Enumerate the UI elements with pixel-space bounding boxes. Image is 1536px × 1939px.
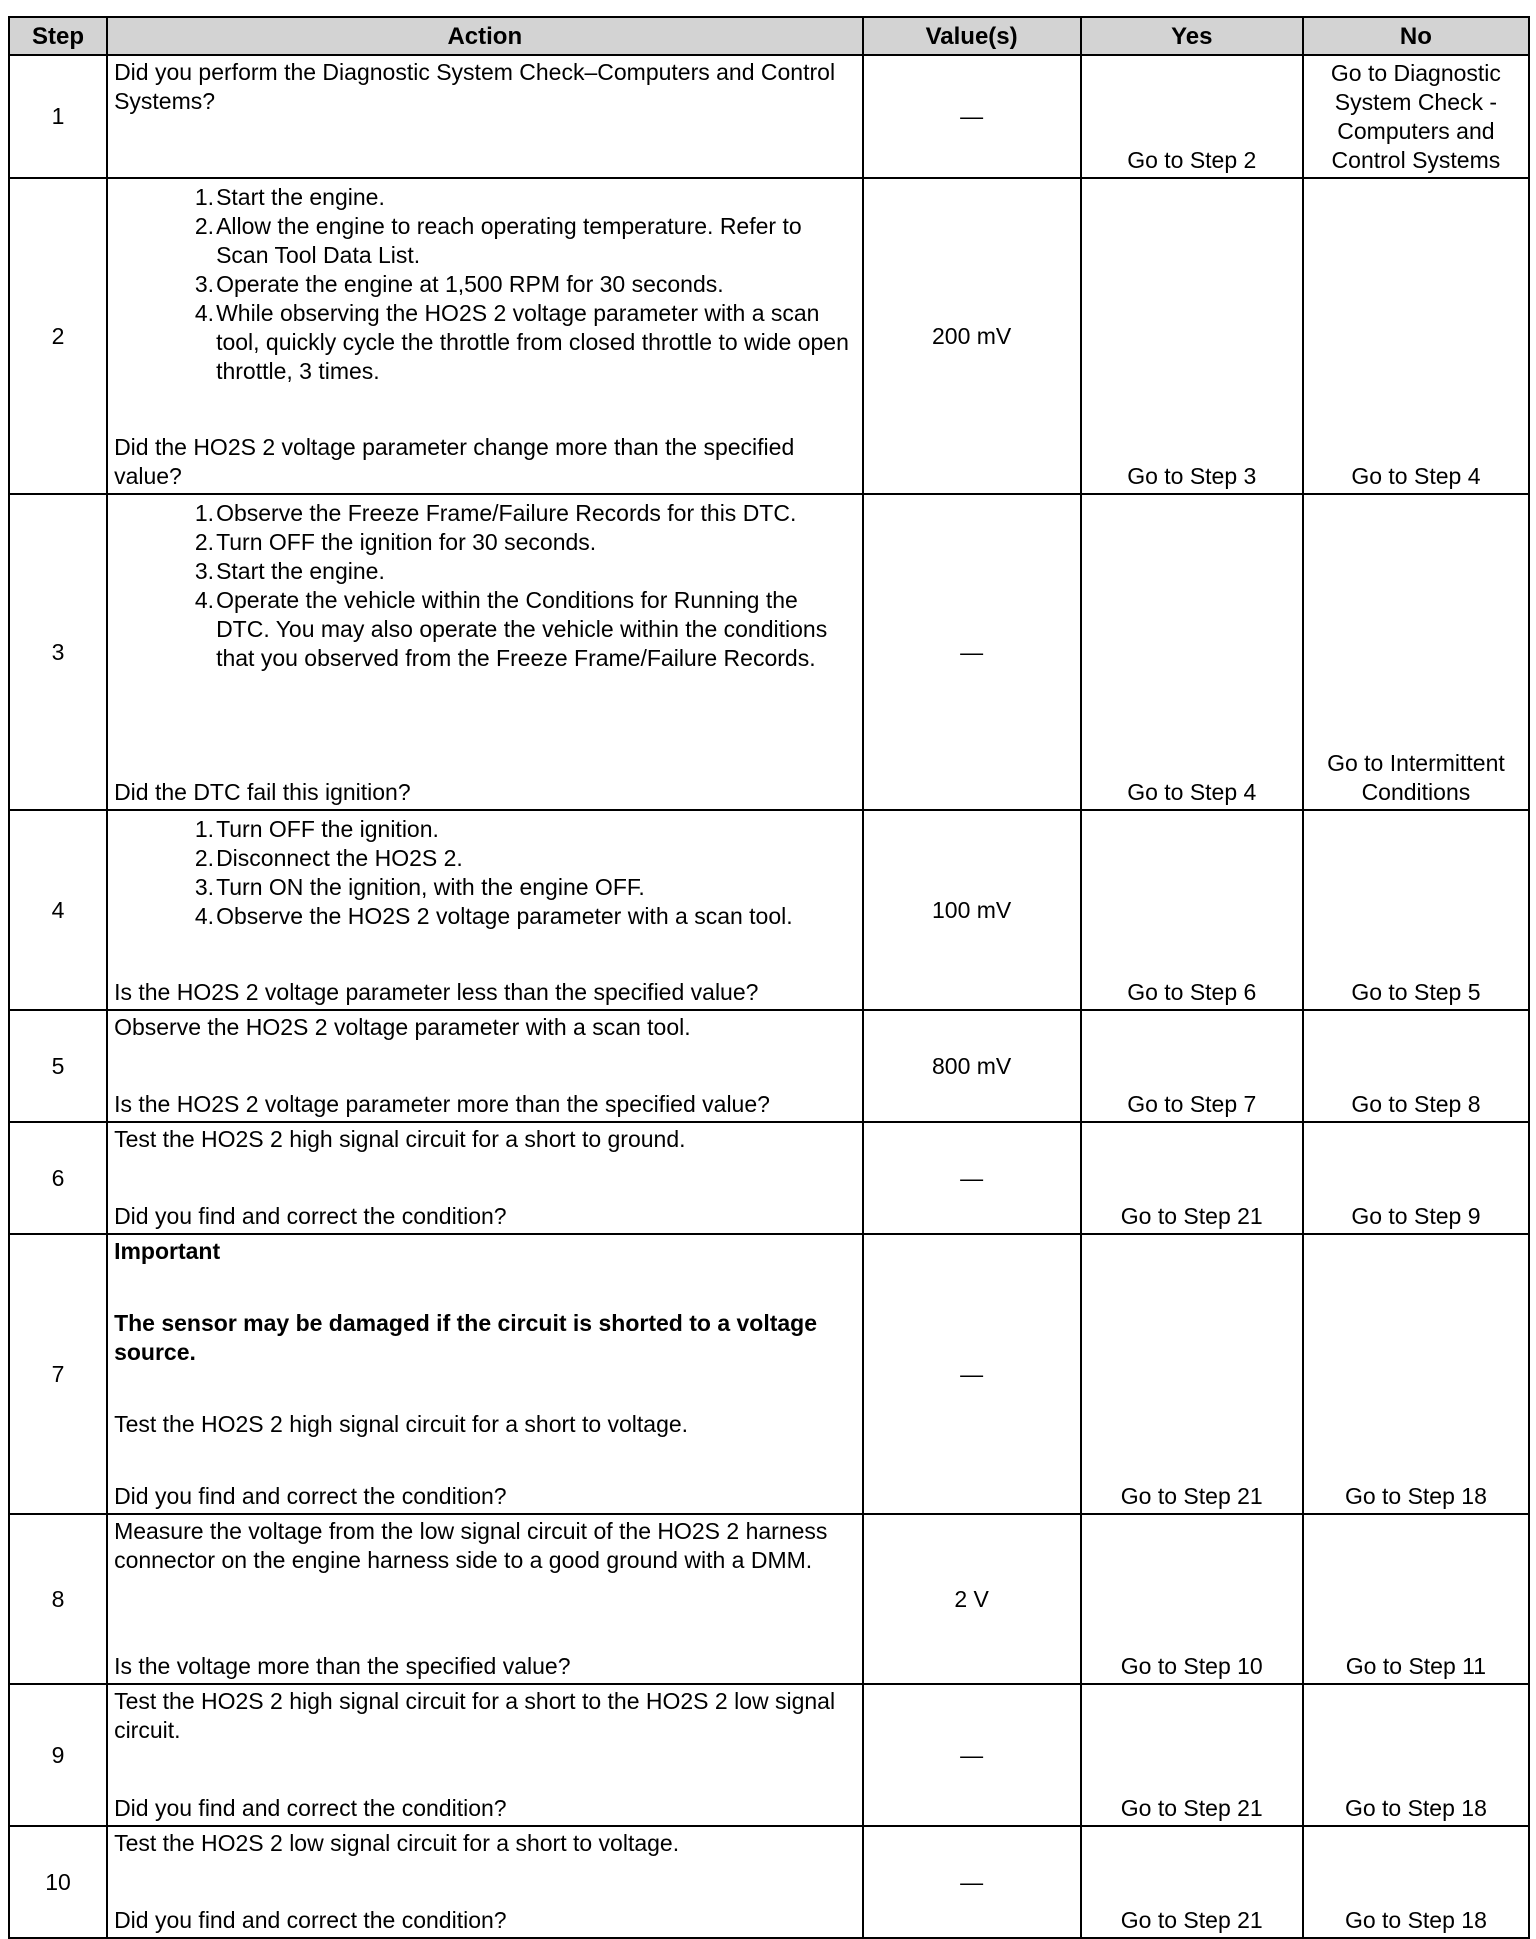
step-number: 6 [9, 1122, 107, 1234]
action-step-item: 3. Turn ON the ignition, with the engine OFF. [214, 873, 855, 902]
table-header-row [9, 17, 1529, 55]
action-steps-list [114, 815, 855, 931]
header-step: Step [9, 17, 107, 55]
action-text: Observe the HO2S 2 voltage parameter with a scan tool. [114, 1014, 691, 1040]
yes-link[interactable]: Go to Step 7 [1081, 1010, 1303, 1122]
action-step-item: 4. While observing the HO2S 2 voltage parameter with a scan tool, quickly cycle the throttle from closed throttle to wide open throttle, 3 times. [214, 299, 855, 386]
step-number: 2 [9, 178, 107, 494]
table-row [9, 1826, 1529, 1938]
yes-link[interactable]: Go to Step 6 [1081, 810, 1303, 1010]
diagnostic-table [8, 16, 1530, 1939]
yes-link[interactable]: Go to Step 2 [1081, 55, 1303, 178]
yes-link[interactable]: Go to Step 3 [1081, 178, 1303, 494]
value-cell: — [863, 1684, 1081, 1826]
yes-link[interactable]: Go to Step 21 [1081, 1684, 1303, 1826]
value-cell: — [863, 55, 1081, 178]
action-question: Did you find and correct the condition? [114, 1203, 507, 1229]
table-row [9, 1010, 1529, 1122]
step-number: 7 [9, 1234, 107, 1514]
action-cell [107, 178, 862, 494]
action-text: Test the HO2S 2 high signal circuit for a short to voltage. [114, 1411, 689, 1437]
action-question: Did you find and correct the condition? [114, 1795, 507, 1821]
table-row [9, 1122, 1529, 1234]
value-cell: — [863, 1122, 1081, 1234]
table-row [9, 1234, 1529, 1514]
action-step-item: 2. Disconnect the HO2S 2. [214, 844, 855, 873]
value-cell: 100 mV [863, 810, 1081, 1010]
no-link[interactable]: Go to Step 11 [1303, 1514, 1529, 1684]
no-link[interactable]: Go to Step 9 [1303, 1122, 1529, 1234]
action-cell [107, 55, 862, 178]
value-cell: — [863, 494, 1081, 810]
step-number: 9 [9, 1684, 107, 1826]
table-row [9, 494, 1529, 810]
no-link[interactable]: Go to Step 18 [1303, 1234, 1529, 1514]
yes-link[interactable]: Go to Step 10 [1081, 1514, 1303, 1684]
action-text: Test the HO2S 2 high signal circuit for a short to the HO2S 2 low signal circuit. [114, 1688, 836, 1743]
action-step-item: 3. Operate the engine at 1,500 RPM for 30 seconds. [214, 270, 855, 299]
step-number: 8 [9, 1514, 107, 1684]
value-cell: — [863, 1826, 1081, 1938]
yes-link[interactable]: Go to Step 21 [1081, 1122, 1303, 1234]
action-cell [107, 1234, 862, 1514]
no-link[interactable]: Go to Step 18 [1303, 1684, 1529, 1826]
action-text: Did you perform the Diagnostic System Check–Computers and Control Systems? [114, 59, 836, 114]
action-step-item: 2. Allow the engine to reach operating temperature. Refer to Scan Tool Data List. [214, 212, 855, 270]
table-row [9, 810, 1529, 1010]
value-cell: 800 mV [863, 1010, 1081, 1122]
no-link[interactable]: Go to Diagnostic System Check - Computers and Control Systems [1303, 55, 1529, 178]
action-question: Is the HO2S 2 voltage parameter more than the specified value? [114, 1091, 770, 1117]
action-cell [107, 1010, 862, 1122]
table-row [9, 178, 1529, 494]
action-question: Is the HO2S 2 voltage parameter less than the specified value? [114, 979, 759, 1005]
action-steps-list [114, 183, 855, 386]
table-row [9, 55, 1529, 178]
value-cell: — [863, 1234, 1081, 1514]
action-cell [107, 1514, 862, 1684]
step-number: 3 [9, 494, 107, 810]
action-question: Did the DTC fail this ignition? [114, 779, 411, 805]
action-text: Measure the voltage from the low signal circuit of the HO2S 2 harness connector on the engine harness side to a good ground with a DMM. [114, 1518, 828, 1573]
action-question: Is the voltage more than the specified value? [114, 1653, 571, 1679]
table-row [9, 1514, 1529, 1684]
step-number: 10 [9, 1826, 107, 1938]
header-action: Action [107, 17, 862, 55]
action-step-item: 1. Turn OFF the ignition. [214, 815, 855, 844]
action-step-item: 1. Start the engine. [214, 183, 855, 212]
action-cell [107, 1826, 862, 1938]
action-steps-list [114, 499, 855, 673]
action-cell [107, 1684, 862, 1826]
no-link[interactable]: Go to Step 4 [1303, 178, 1529, 494]
action-step-item: 1. Observe the Freeze Frame/Failure Records for this DTC. [214, 499, 855, 528]
warning-text: The sensor may be damaged if the circuit is shorted to a voltage source. [114, 1310, 818, 1365]
yes-link[interactable]: Go to Step 21 [1081, 1234, 1303, 1514]
no-link[interactable]: Go to Step 18 [1303, 1826, 1529, 1938]
action-step-item: 3. Start the engine. [214, 557, 855, 586]
header-yes: Yes [1081, 17, 1303, 55]
no-link[interactable]: Go to Intermittent Conditions [1303, 494, 1529, 810]
action-cell [107, 1122, 862, 1234]
action-question: Did the HO2S 2 voltage parameter change more than the specified value? [114, 434, 795, 489]
action-cell [107, 810, 862, 1010]
action-text: Test the HO2S 2 high signal circuit for a short to ground. [114, 1126, 686, 1152]
value-cell: 2 V [863, 1514, 1081, 1684]
header-no: No [1303, 17, 1529, 55]
step-number: 4 [9, 810, 107, 1010]
header-values: Value(s) [863, 17, 1081, 55]
yes-link[interactable]: Go to Step 4 [1081, 494, 1303, 810]
step-number: 5 [9, 1010, 107, 1122]
action-text: Test the HO2S 2 low signal circuit for a short to voltage. [114, 1830, 680, 1856]
value-cell: 200 mV [863, 178, 1081, 494]
action-cell [107, 494, 862, 810]
action-step-item: 2. Turn OFF the ignition for 30 seconds. [214, 528, 855, 557]
action-step-item: 4. Operate the vehicle within the Conditions for Running the DTC. You may also operate the vehicle within the conditions that you observed from the Freeze Frame/Failure Records. [214, 586, 855, 673]
no-link[interactable]: Go to Step 5 [1303, 810, 1529, 1010]
action-question: Did you find and correct the condition? [114, 1483, 507, 1509]
yes-link[interactable]: Go to Step 21 [1081, 1826, 1303, 1938]
no-link[interactable]: Go to Step 8 [1303, 1010, 1529, 1122]
important-label: Important [114, 1238, 221, 1264]
action-question: Did you find and correct the condition? [114, 1907, 507, 1933]
step-number: 1 [9, 55, 107, 178]
action-step-item: 4. Observe the HO2S 2 voltage parameter with a scan tool. [214, 902, 855, 931]
table-row [9, 1684, 1529, 1826]
